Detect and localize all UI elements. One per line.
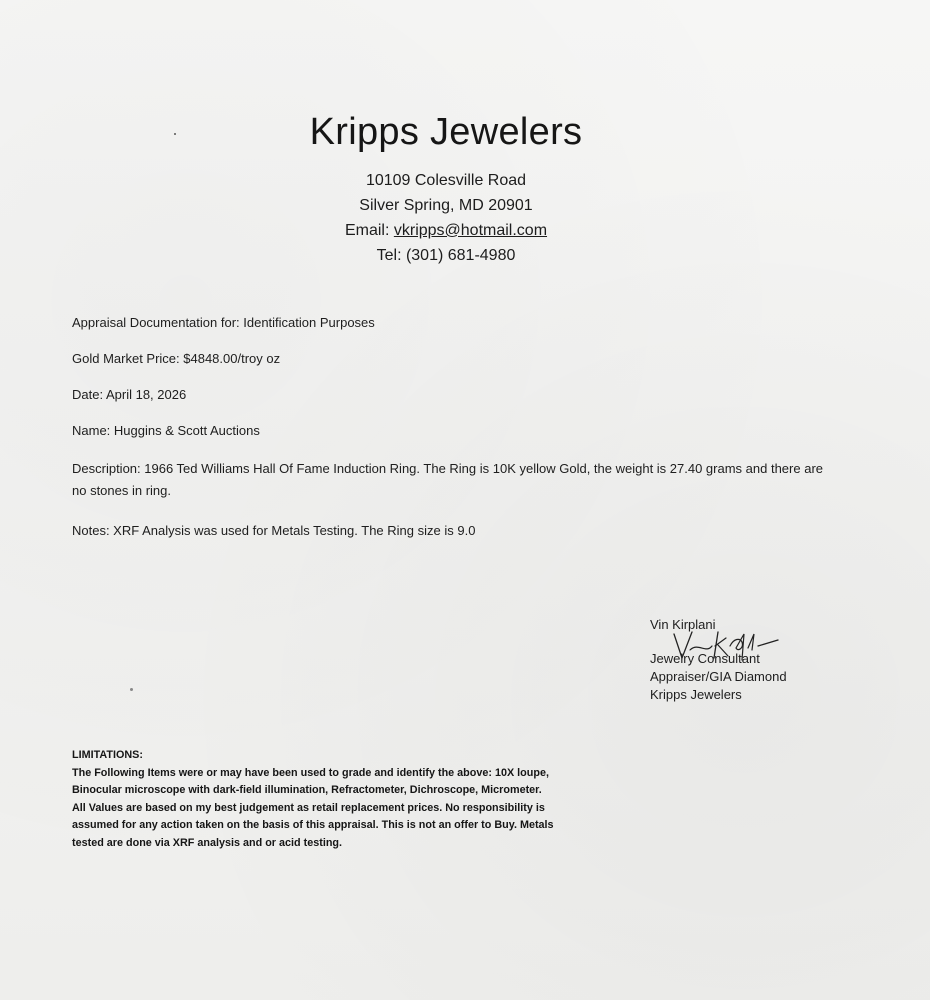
limitations-line: tested are done via XRF analysis and or acid testing. (72, 836, 343, 849)
paper-speck (130, 688, 133, 691)
handwritten-signature (668, 628, 788, 664)
signer-name: Vin Kirplani (650, 617, 716, 632)
signer-title-2: Appraiser/GIA Diamond (650, 669, 787, 684)
limitations-line: Binocular microscope with dark-field illumination, Refractometer, Dichroscope, Micrometer. (72, 784, 542, 796)
signer-title-1: Jewelry Consultant (650, 651, 760, 666)
signer-company: Kripps Jewelers (650, 687, 742, 702)
email-link[interactable]: vkripps@hotmail.com (393, 221, 548, 239)
email-line (0, 218, 892, 243)
phone-line: Tel: (301) 681-4980 (376, 246, 516, 264)
client-name: Name: Huggins & Scott Auctions (72, 423, 260, 438)
letterhead (0, 112, 892, 268)
limitations-line: assumed for any action taken on the basis of this appraisal. This is not an offer to Buy. Metals (72, 819, 554, 831)
item-description: Description: 1966 Ted Williams Hall Of Fame Induction Ring. The Ring is 10K yellow Gold, the weight is 27.40 grams and there are no stones in ring. (72, 461, 823, 498)
appraisal-notes: Notes: XRF Analysis was used for Metals Testing. The Ring size is 9.0 (72, 523, 476, 538)
limitations-line: The Following Items were or may have been used to grade and identify the above: 10X loupe, (72, 766, 549, 779)
appraisal-date: Date: April 18, 2026 (72, 387, 187, 402)
appraisal-purpose: Appraisal Documentation for: Identification Purposes (72, 315, 375, 330)
email-label: Email: (344, 221, 394, 239)
limitations-line: All Values are based on my best judgement as retail replacement prices. No responsibility is (72, 801, 545, 814)
company-name: Kripps Jewelers (309, 111, 583, 153)
limitations-section (72, 747, 672, 852)
address-line-2: Silver Spring, MD 20901 (359, 196, 533, 214)
address-line-1: 10109 Colesville Road (365, 171, 527, 189)
gold-market-price: Gold Market Price: $4848.00/troy oz (72, 351, 281, 366)
limitations-heading: LIMITATIONS: (72, 749, 143, 761)
